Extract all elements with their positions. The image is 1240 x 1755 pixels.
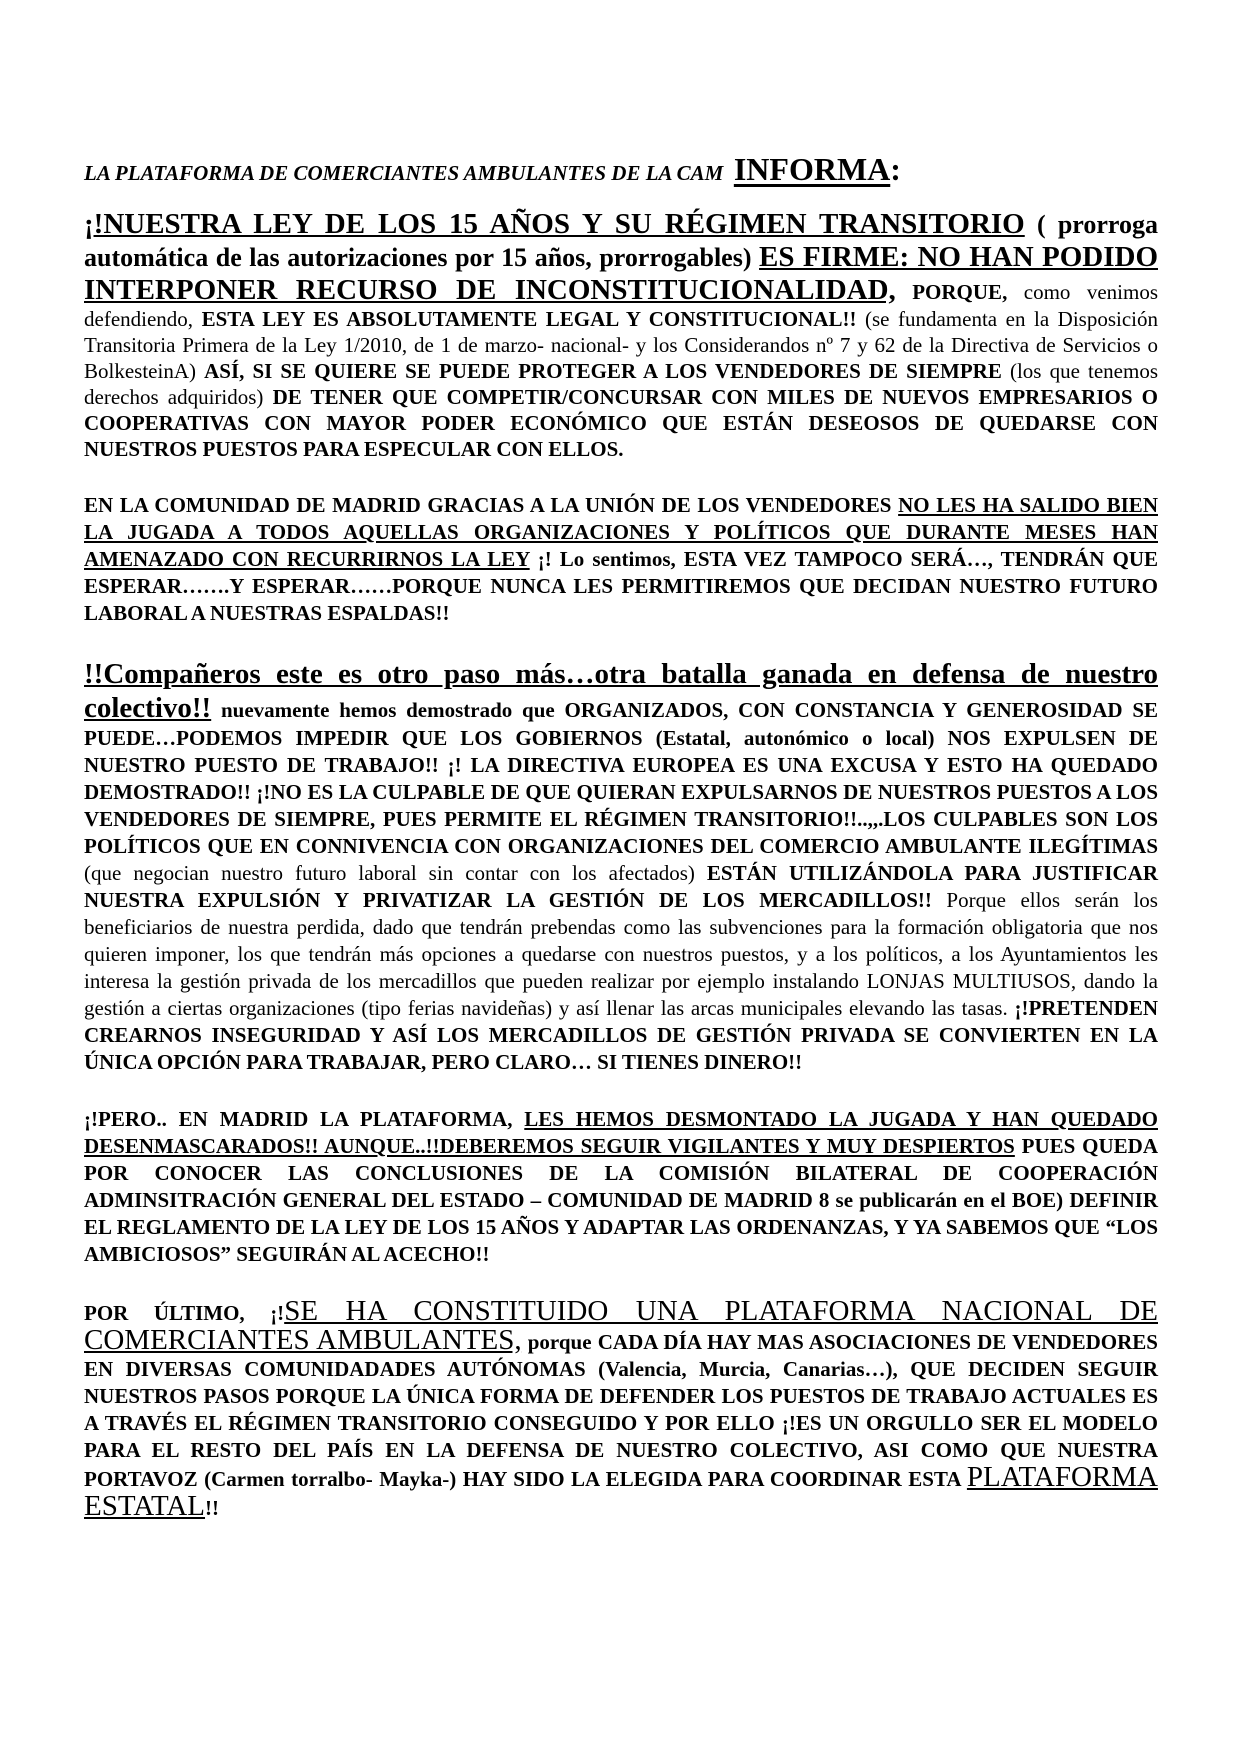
paragraph-pero-madrid — [84, 1106, 1158, 1268]
p5-plataforma-estatal: PLATAFORMA ESTATAL — [84, 1461, 1158, 1522]
p1-porque: PORQUE, — [895, 280, 1008, 304]
p1-text-b: (se fundamenta en la Disposición Transitoria Primera de la Ley 1/2010, de 1 de marzo- nacional- y los Considerandos nº 7 y 62 de la Directiva de Servicios o BolkesteinA) — [84, 307, 1159, 383]
p5-end: !! — [205, 1496, 220, 1520]
document-header — [84, 152, 1158, 190]
p1-prorroga: ( prorroga automática de las autorizaciones por 15 años, prorrogables) — [84, 210, 1158, 272]
p4-text-a: ¡!PERO.. EN MADRID LA PLATAFORMA, — [84, 1107, 525, 1131]
p3-privatizar: ESTÁN UTILIZÁNDOLA PARA JUSTIFICAR NUESTRA EXPULSIÓN Y PRIVATIZAR LA GESTIÓN DE LOS MERCADILLOS!! — [84, 861, 1158, 912]
p5-elegida: ELEGIDA PARA COORDINAR — [605, 1467, 909, 1491]
p3-inseguridad: ¡!PRETENDEN CREARNOS INSEGURIDAD Y ASÍ LOS MERCADILLOS DE GESTIÓN PRIVADA SE CONVIERTEN EN LA ÚNICA OPCIÓN PARA TRABAJAR, PERO CLARO… SI TIENES DINERO!! — [84, 996, 1158, 1074]
p5-text-a: CADA DÍA HAY MAS ASOCIACIONES DE VENDEDORES EN DIVERSAS COMUNIDADADES AUTÓNOMAS (Valencia, Murcia, Canarias…), QUE DECIDEN SEGUIR NUESTROS PASOS PORQUE LA ÚNICA FORMA DE DEFENDER LOS PUESTOS DE TRABAJO ACTUALES ES A TRAVÉS EL RÉGIMEN TRANSITORIO CONSEGUIDO Y POR ELLO ¡!ES UN ORGULLO SER EL MODELO PARA EL RESTO DEL PAÍS EN LA DEFENSA DE NUESTRO COLECTIVO, ASI COMO QUE NUESTRA PORTAVOZ (Carmen torralbo- Mayka-) HAY SIDO LA — [84, 1330, 1158, 1491]
p4-desmontado: LES HEMOS DESMONTADO LA JUGADA Y HAN QUEDADO DESENMASCARADOS!! AUNQUE..!!DEBEREMOS SEGUIR VIGILANTES Y MUY DESPIERTOS — [84, 1107, 1158, 1158]
p5-excl: ¡! — [270, 1301, 285, 1325]
paragraph-companeros — [84, 657, 1158, 1076]
p3-text-a: (que negocian nuestro futuro laboral sin contar con los afectados) — [84, 861, 707, 885]
paragraph-madrid — [84, 492, 1158, 627]
document-page — [84, 152, 1158, 1522]
paragraph-plataforma-nacional — [84, 1295, 1158, 1522]
header-colon: : — [890, 151, 901, 187]
paragraph-ley-firme — [84, 208, 1158, 462]
p3-headline: !!Compañeros este es otro paso más…otra batalla ganada en defensa de nuestro colectivo!! — [84, 658, 1158, 724]
p1-text-a: como venimos defendiendo, — [84, 280, 1158, 331]
p5-por-ultimo: POR ÚLTIMO, — [84, 1301, 271, 1325]
p1-text-c: (los que tenemos derechos adquiridos) — [84, 359, 1158, 409]
header-lead: LA PLATAFORMA DE COMERCIANTES AMBULANTES DE LA CAM — [84, 161, 724, 185]
p2-jugada: NO LES HA SALIDO BIEN LA JUGADA A TODOS AQUELLAS ORGANIZACIONES Y POLÍTICOS QUE DURANTE MESES HAN AMENAZADO CON RECURRIRNOS LA LEY — [84, 493, 1158, 571]
header-informa: INFORMA — [733, 151, 891, 187]
p1-headline: ¡!NUESTRA LEY DE LOS 15 AÑOS Y SU RÉGIMEN TRANSITORIO — [84, 208, 1025, 240]
p5-headline: SE HA CONSTITUIDO UNA PLATAFORMA NACIONAL DE COMERCIANTES AMBULANTES, — [84, 1295, 1158, 1356]
p1-es-firme: ES FIRME: NO HAN PODIDO INTERPONER RECURSO DE INCONSTITUCIONALIDAD, — [84, 241, 1158, 306]
p2-text-b: ¡! Lo sentimos, ESTA VEZ TAMPOCO SERÁ…, TENDRÁN QUE ESPERAR…….Y ESPERAR……PORQUE NUNCA LES PERMITIREMOS QUE DECIDAN NUESTRO FUTURO LABORAL A NUESTRAS ESPALDAS!! — [84, 547, 1158, 625]
p1-proteger: ASÍ, SI SE QUIERE SE PUEDE PROTEGER A LOS VENDEDORES DE SIEMPRE — [204, 359, 1002, 383]
p4-text-b: PUES QUEDA POR CONOCER LAS CONCLUSIONES DE LA COMISIÓN BILATERAL DE COOPERACIÓN ADMINSITRACIÓN GENERAL DEL ESTADO – COMUNIDAD DE MADRID 8 se publicarán en el BOE) DEFINIR EL REGLAMENTO DE LA LEY DE LOS 15 AÑOS Y ADAPTAR LAS ORDENANZAS, Y YA SABEMOS QUE “LOS AMBICIOSOS” SEGUIRÁN AL ACECHO!! — [84, 1134, 1158, 1266]
p5-esta: ESTA — [908, 1467, 967, 1491]
p3-text-b: Porque ellos serán los beneficiarios de nuestra perdida, dado que tendrán prebendas como las subvenciones para la formación obligatoria que nos quieren imponer, los que tendrán más opciones a quedarse con nuestros puestos, y a los políticos, a los Ayuntamientos les interesa la gestión privada de los mercadillos que pueden realizar por ejemplo instalando LONJAS MULTIUSOS, dando la gestión a ciertas organizaciones (tipo ferias navideñas) y así llenar las arcas municipales elevando las tasas. — [84, 888, 1158, 1020]
p3-organizados: nuevamente hemos demostrado que ORGANIZADOS, CON CONSTANCIA Y GENEROSIDAD SE PUEDE…PODEMOS IMPEDIR QUE LOS GOBIERNOS (Estatal, autonómico o local) NOS EXPULSEN DE NUESTRO PUESTO DE TRABAJO!! ¡! LA DIRECTIVA EUROPEA ES UNA EXCUSA Y ESTO HA QUEDADO DEMOSTRADO!! ¡!NO ES LA CULPABLE DE QUE QUIERAN EXPULSARNOS DE NUESTROS PUESTOS A LOS VENDEDORES DE SIEMPRE, PUES PERMITE EL RÉGIMEN TRANSITORIO!!..,,.LOS CULPABLES SON LOS POLÍTICOS QUE EN CONNIVENCIA CON ORGANIZACIONES DEL COMERCIO AMBULANTE ILEGÍTIMAS — [84, 698, 1158, 858]
p2-text-a: EN LA COMUNIDAD DE MADRID GRACIAS A LA UNIÓN DE LOS VENDEDORES — [84, 493, 899, 517]
p1-legal: ESTA LEY ES ABSOLUTAMENTE LEGAL Y CONSTITUCIONAL!! — [201, 307, 857, 331]
p1-competir: DE TENER QUE COMPETIR/CONCURSAR CON MILES DE NUEVOS EMPRESARIOS O COOPERATIVAS CON MAYOR PODER ECONÓMICO QUE ESTÁN DESEOSOS DE QUEDARSE CON NUESTROS PUESTOS PARA ESPECULAR CON ELLOS. — [84, 385, 1159, 461]
p5-porque: porque — [521, 1330, 592, 1354]
